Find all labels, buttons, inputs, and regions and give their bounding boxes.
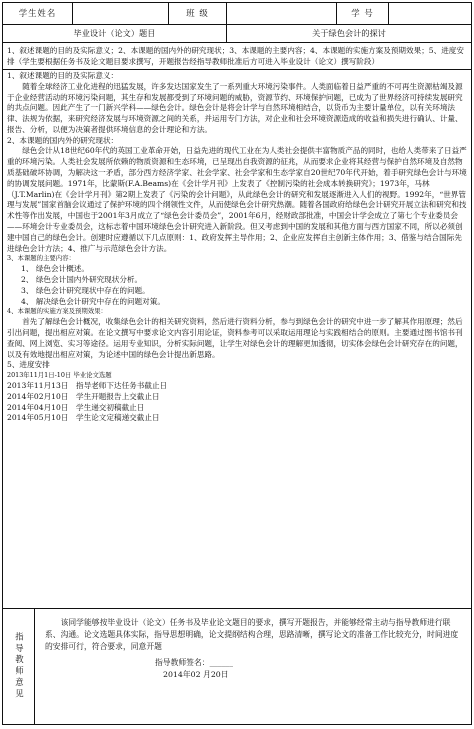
list-item: 3、 绿色会计研究现状中存在的问题。 [21, 285, 150, 295]
advisor-opinion-content [35, 609, 471, 724]
section-1-heading: 1、叙述课题的目的及实际意义： [7, 71, 119, 80]
thesis-title-label: 毕业设计（论文）题目 [3, 25, 227, 42]
list-item: 2014年02月10日 学生开题报告上交截止日 [7, 391, 160, 401]
proposal-body [3, 70, 471, 424]
student-id-label: 学 号 [337, 3, 389, 24]
list-item: 1、 绿色会计概述。 [21, 264, 89, 274]
list-item: 2013年11月1日-10日 毕业论文选题 [7, 371, 112, 380]
list-item: 2013年11月13日 指导老师下达任务书截止日 [7, 381, 168, 391]
advisor-opinion-row [3, 608, 471, 724]
schedule-list [7, 371, 467, 424]
list-item: 2014年04月10日 学生递交初稿截止日 [7, 402, 145, 412]
list-item: 4、 解决绿色会计研究中存在的问题对策。 [21, 296, 165, 306]
list-item: 2014年05月10日 学生论文定稿递交截止日 [7, 413, 160, 423]
section-2-text: 绿色会计从18世纪60年代的英国工业革命开始，日益先进的现代工业在为人类社会提供丰富物质产品的同时，也给人类带来了日益严重的环境污染。人类社会发展所依赖的物质资源和生态环境，已呈现出自我资源的征兆，从而要求企业将其经营与保护自然环境及自然物质基础破坏协调，为解决这一矛盾，部分西方经济学家、社会学家、社会学家和生态学家自20世纪70年代开始，着手研究绿色会计与环境的协调发展问题。1971年，比蒙斯(F.A.Beams)在《会计学月刊》上发表了《控制污染的社会成本转换研究》；1973年，马林（J.T.Marlin)在《会计学月刊》第2期上发表了《污染的会计问题》，从此绿色会计的研究和发展逐渐进入人们的视野。1992年，“世界管理与发展”国家首脑会议通过了保护环境的四个纲领性文件，从而使绿色会计研究热潮。随着各国政府给绿色会计研究开展立法和研究和技术性等作出发展，中国也于2001年3月成立了“绿色会计委员会”，2001年6月，经财政部批准，中国会计学会成立了第七个专业委员会——环境会计专业委员会，这标志着中国环境绿色会计研究进入新阶段。但又考虑到中国的发展和其他方面与西方国家不同，所以必须创建中国自己的绿色会计。创建时应遵循以下几点原则：1、政府发挥主导作用；2、企业应发挥自主创新主体作用；3、借鉴与结合国际先进绿色会计方法；4、推广与示范绿色会计方法。 [7, 146, 467, 253]
advisor-signature [45, 657, 465, 669]
advisor-opinion-label: 指导教师意见 [14, 632, 25, 701]
class-label: 班 级 [169, 3, 227, 24]
class-value [227, 3, 337, 24]
student-name-value [73, 3, 169, 24]
task-instructions: 1、叙述课题的目的及实际意义；2、本课题的国内外的研究现状；3、本课题的主要内容；4、本课题的实施方案及预期效果；5、进度安排（学生要根据任务书及论文题目要求撰写，开题报告经指导教师批准后方可进入毕业设计（论文）撰写阶段） [3, 43, 471, 70]
section-3-list [7, 264, 467, 307]
section-4-heading: 4、本课题的实施方案及预期效果： [7, 307, 107, 316]
signature-label: 指导教师签名： [155, 658, 210, 668]
section-5-heading: 5、进度安排 [7, 360, 50, 370]
advisor-opinion-label-cell [3, 609, 35, 724]
section-1-text: 随着全球经济工业化进程的迅猛发展，许多发达国家发生了一系列重大环境污染事件。人类面临着日益严重的不可再生资源枯竭及源于企业经营活动的环境污染问题，其生存和发展都受到了环境问题的威胁，资源节约、环境保护问题，已成为了世界经济可持续发展研究的共点问题。因此产生了一门新兴学科——绿色会计。绿色会计是将会计学与自然环境相结合，以货币为主要计量单位，以有关环境法律、法规为依据，来研究经济发展与环境资源之间的关系，并运用专门方法，对企业和社会环境资源造成的收益和损失进行确认、计量、报告、分析，以便为决策者提供环境信息的会计理论和方法。 [7, 81, 463, 134]
section-2-heading: 2、本课题的国内外的研究现状： [7, 135, 119, 145]
student-name-label: 学生姓名 [3, 3, 73, 24]
student-info-row [3, 3, 471, 25]
thesis-title-row [3, 25, 471, 43]
thesis-title-value: 关于绿色会计的探讨 [312, 27, 386, 38]
student-id-value [389, 3, 471, 24]
signature-line: ______ [209, 658, 233, 668]
section-3-heading: 3、本课题的主要内容： [7, 254, 75, 263]
opinion-date: 2014年02 月20日 [163, 670, 229, 680]
section-4-text: 首先了解绿色会计概况，收集绿色会计的相关研究资料，然后进行资料分析，参与到绿色会计的研究中进一步了解其作用原理；然后引出问题，提出相应对策。在论文撰写中要求论文内容引用论证，资料参考可以采取运用理论与实践相结合的原则。主要通过图书馆书刊查阅、网上浏览、实习等途径。运用专业知识，分析实际问题，让学生对绿色会计的理解更加透彻，切实体会绿色会计研究存在的问题，以及有效地提出相应对策，为论述中国的绿色会计提出新思路。 [7, 317, 463, 359]
advisor-opinion-text: 该同学能够按毕业设计（论文）任务书及毕业论文题目的要求，撰写开题报告，并能够经常主动与指导教师进行联系、沟通。论文选题具体实际，指导思想明确，论文提纲结构合理，思路清晰，撰写论文的准备工作比较充分，时间进度的安排可行，符合要求，同意开题 [45, 618, 459, 652]
list-item: 2、 绿色会计国内外研究现状分析。 [21, 274, 143, 284]
proposal-form [2, 2, 472, 725]
